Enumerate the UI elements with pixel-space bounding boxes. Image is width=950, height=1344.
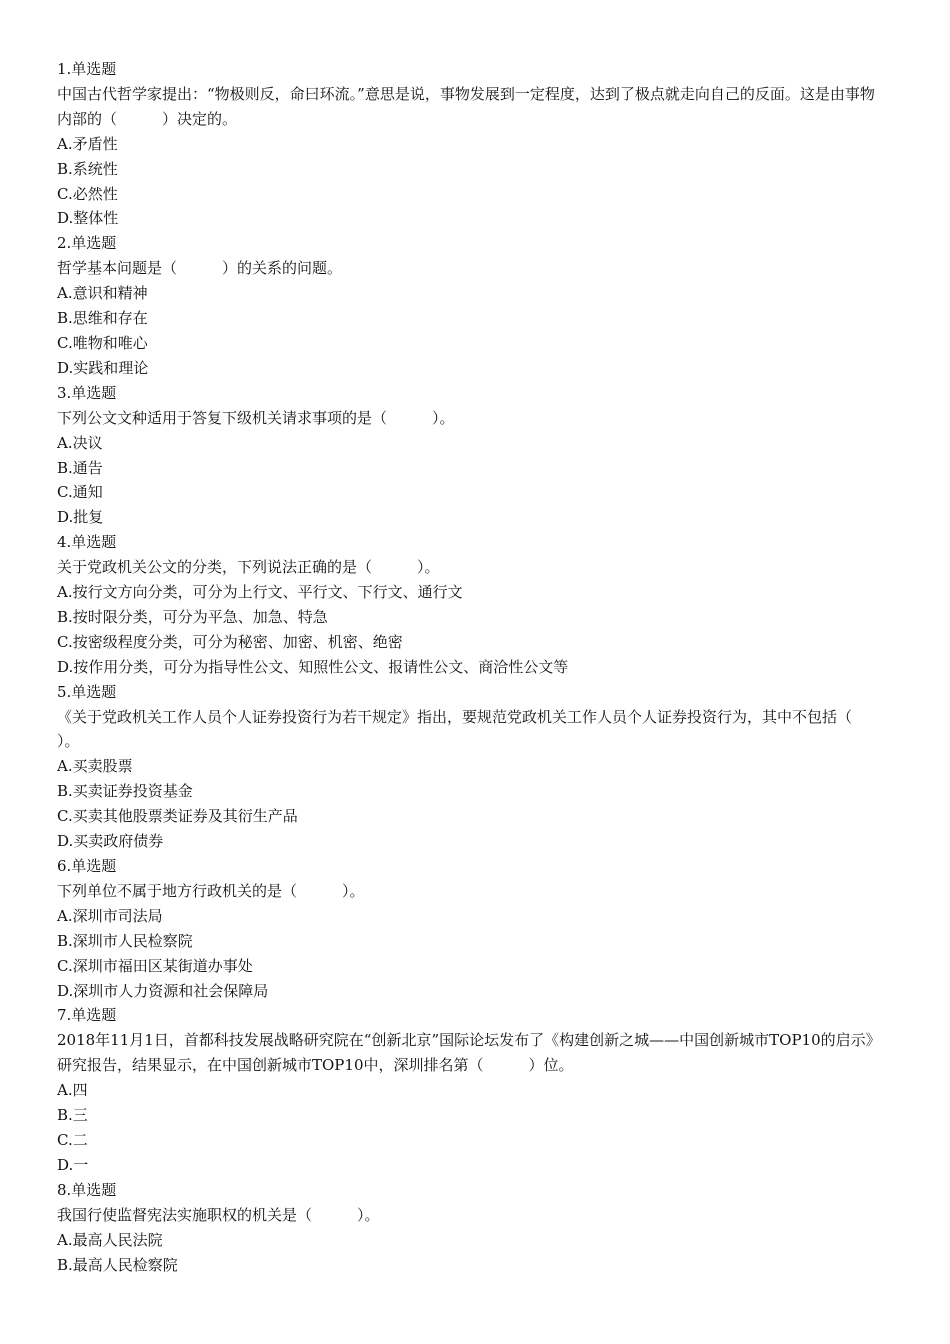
option-a: A.最高人民法院: [57, 1230, 163, 1249]
option-a: A.矛盾性: [57, 134, 118, 153]
question-stem: 下列单位不属于地方行政机关的是（ ）。: [57, 881, 365, 900]
question-stem: 2018年11月1日，首都科技发展战略研究院在“创新北京”国际论坛发布了《构建创新之城——中国创新城市TOP10的启示》研究报告，结果显示，在中国创新城市TOP10中，深圳排名第（ ）位。: [57, 1031, 881, 1075]
option-a: A.四: [57, 1081, 88, 1100]
option-c: C.必然性: [57, 184, 118, 203]
option-c: C.通知: [57, 483, 103, 502]
option-d: D.买卖政府债券: [57, 832, 164, 851]
question-6: [57, 854, 887, 1003]
question-type: 7.单选题: [57, 1006, 117, 1025]
question-stem: 《关于党政机关工作人员个人证券投资行为若干规定》指出，要规范党政机关工作人员个人证券投资行为，其中不包括（ ）。: [57, 707, 898, 751]
option-c: C.二: [57, 1130, 88, 1149]
option-d: D.整体性: [57, 209, 119, 228]
question-type: 6.单选题: [57, 857, 117, 875]
question-8: [57, 1178, 887, 1278]
option-b: B.最高人民检察院: [57, 1255, 178, 1274]
question-4: [57, 530, 887, 679]
option-c: C.按密级程度分类，可分为秘密、加密、机密、绝密: [57, 632, 403, 651]
question-2: [57, 231, 887, 380]
question-stem: 关于党政机关公文的分类，下列说法正确的是（ ）。: [57, 558, 440, 577]
option-b: B.按时限分类，可分为平急、加急、特急: [57, 607, 328, 626]
question-stem: 下列公文文种适用于答复下级机关请求事项的是（ ）。: [57, 408, 455, 427]
question-type: 3.单选题: [57, 383, 117, 402]
option-a: A.按行文方向分类，可分为上行文、平行文、下行文、通行文: [57, 583, 463, 602]
option-d: D.批复: [57, 508, 104, 527]
question-type: 4.单选题: [57, 533, 117, 552]
option-d: D.一: [57, 1155, 89, 1174]
option-b: B.系统性: [57, 159, 118, 178]
question-5: [57, 680, 898, 854]
question-stem: 我国行使监督宪法实施职权的机关是（ ）。: [57, 1205, 380, 1224]
question-3: [57, 381, 887, 530]
option-c: C.深圳市福田区某街道办事处: [57, 956, 253, 975]
question-type: 5.单选题: [57, 682, 117, 701]
option-b: B.深圳市人民检察院: [57, 931, 193, 950]
option-a: A.决议: [57, 433, 103, 452]
option-d: D.按作用分类，可分为指导性公文、知照性公文、报请性公文、商洽性公文等: [57, 657, 569, 676]
option-b: B.买卖证券投资基金: [57, 782, 193, 801]
question-stem: 哲学基本问题是（ ）的关系的问题。: [57, 259, 343, 278]
question-type: 8.单选题: [57, 1180, 117, 1199]
option-d: D.实践和理论: [57, 358, 149, 377]
option-c: C.买卖其他股票类证券及其衍生产品: [57, 807, 298, 826]
option-b: B.三: [57, 1106, 88, 1125]
question-7: [57, 1003, 887, 1177]
option-d: D.深圳市人力资源和社会保障局: [57, 981, 269, 1000]
option-b: B.思维和存在: [57, 309, 148, 328]
question-stem: 中国古代哲学家提出：“物极则反，命曰环流。”意思是说，事物发展到一定程度，达到了极点就走向自己的反面。这是由事物内部的（ ）决定的。: [57, 84, 875, 128]
option-a: A.买卖股票: [57, 757, 133, 776]
question-type: 1.单选题: [57, 60, 117, 78]
option-a: A.意识和精神: [57, 284, 148, 303]
option-a: A.深圳市司法局: [57, 906, 163, 925]
option-b: B.通告: [57, 458, 103, 477]
question-type: 2.单选题: [57, 234, 117, 253]
document-page: [57, 57, 898, 1277]
option-c: C.唯物和唯心: [57, 333, 148, 352]
question-1: [57, 57, 887, 231]
